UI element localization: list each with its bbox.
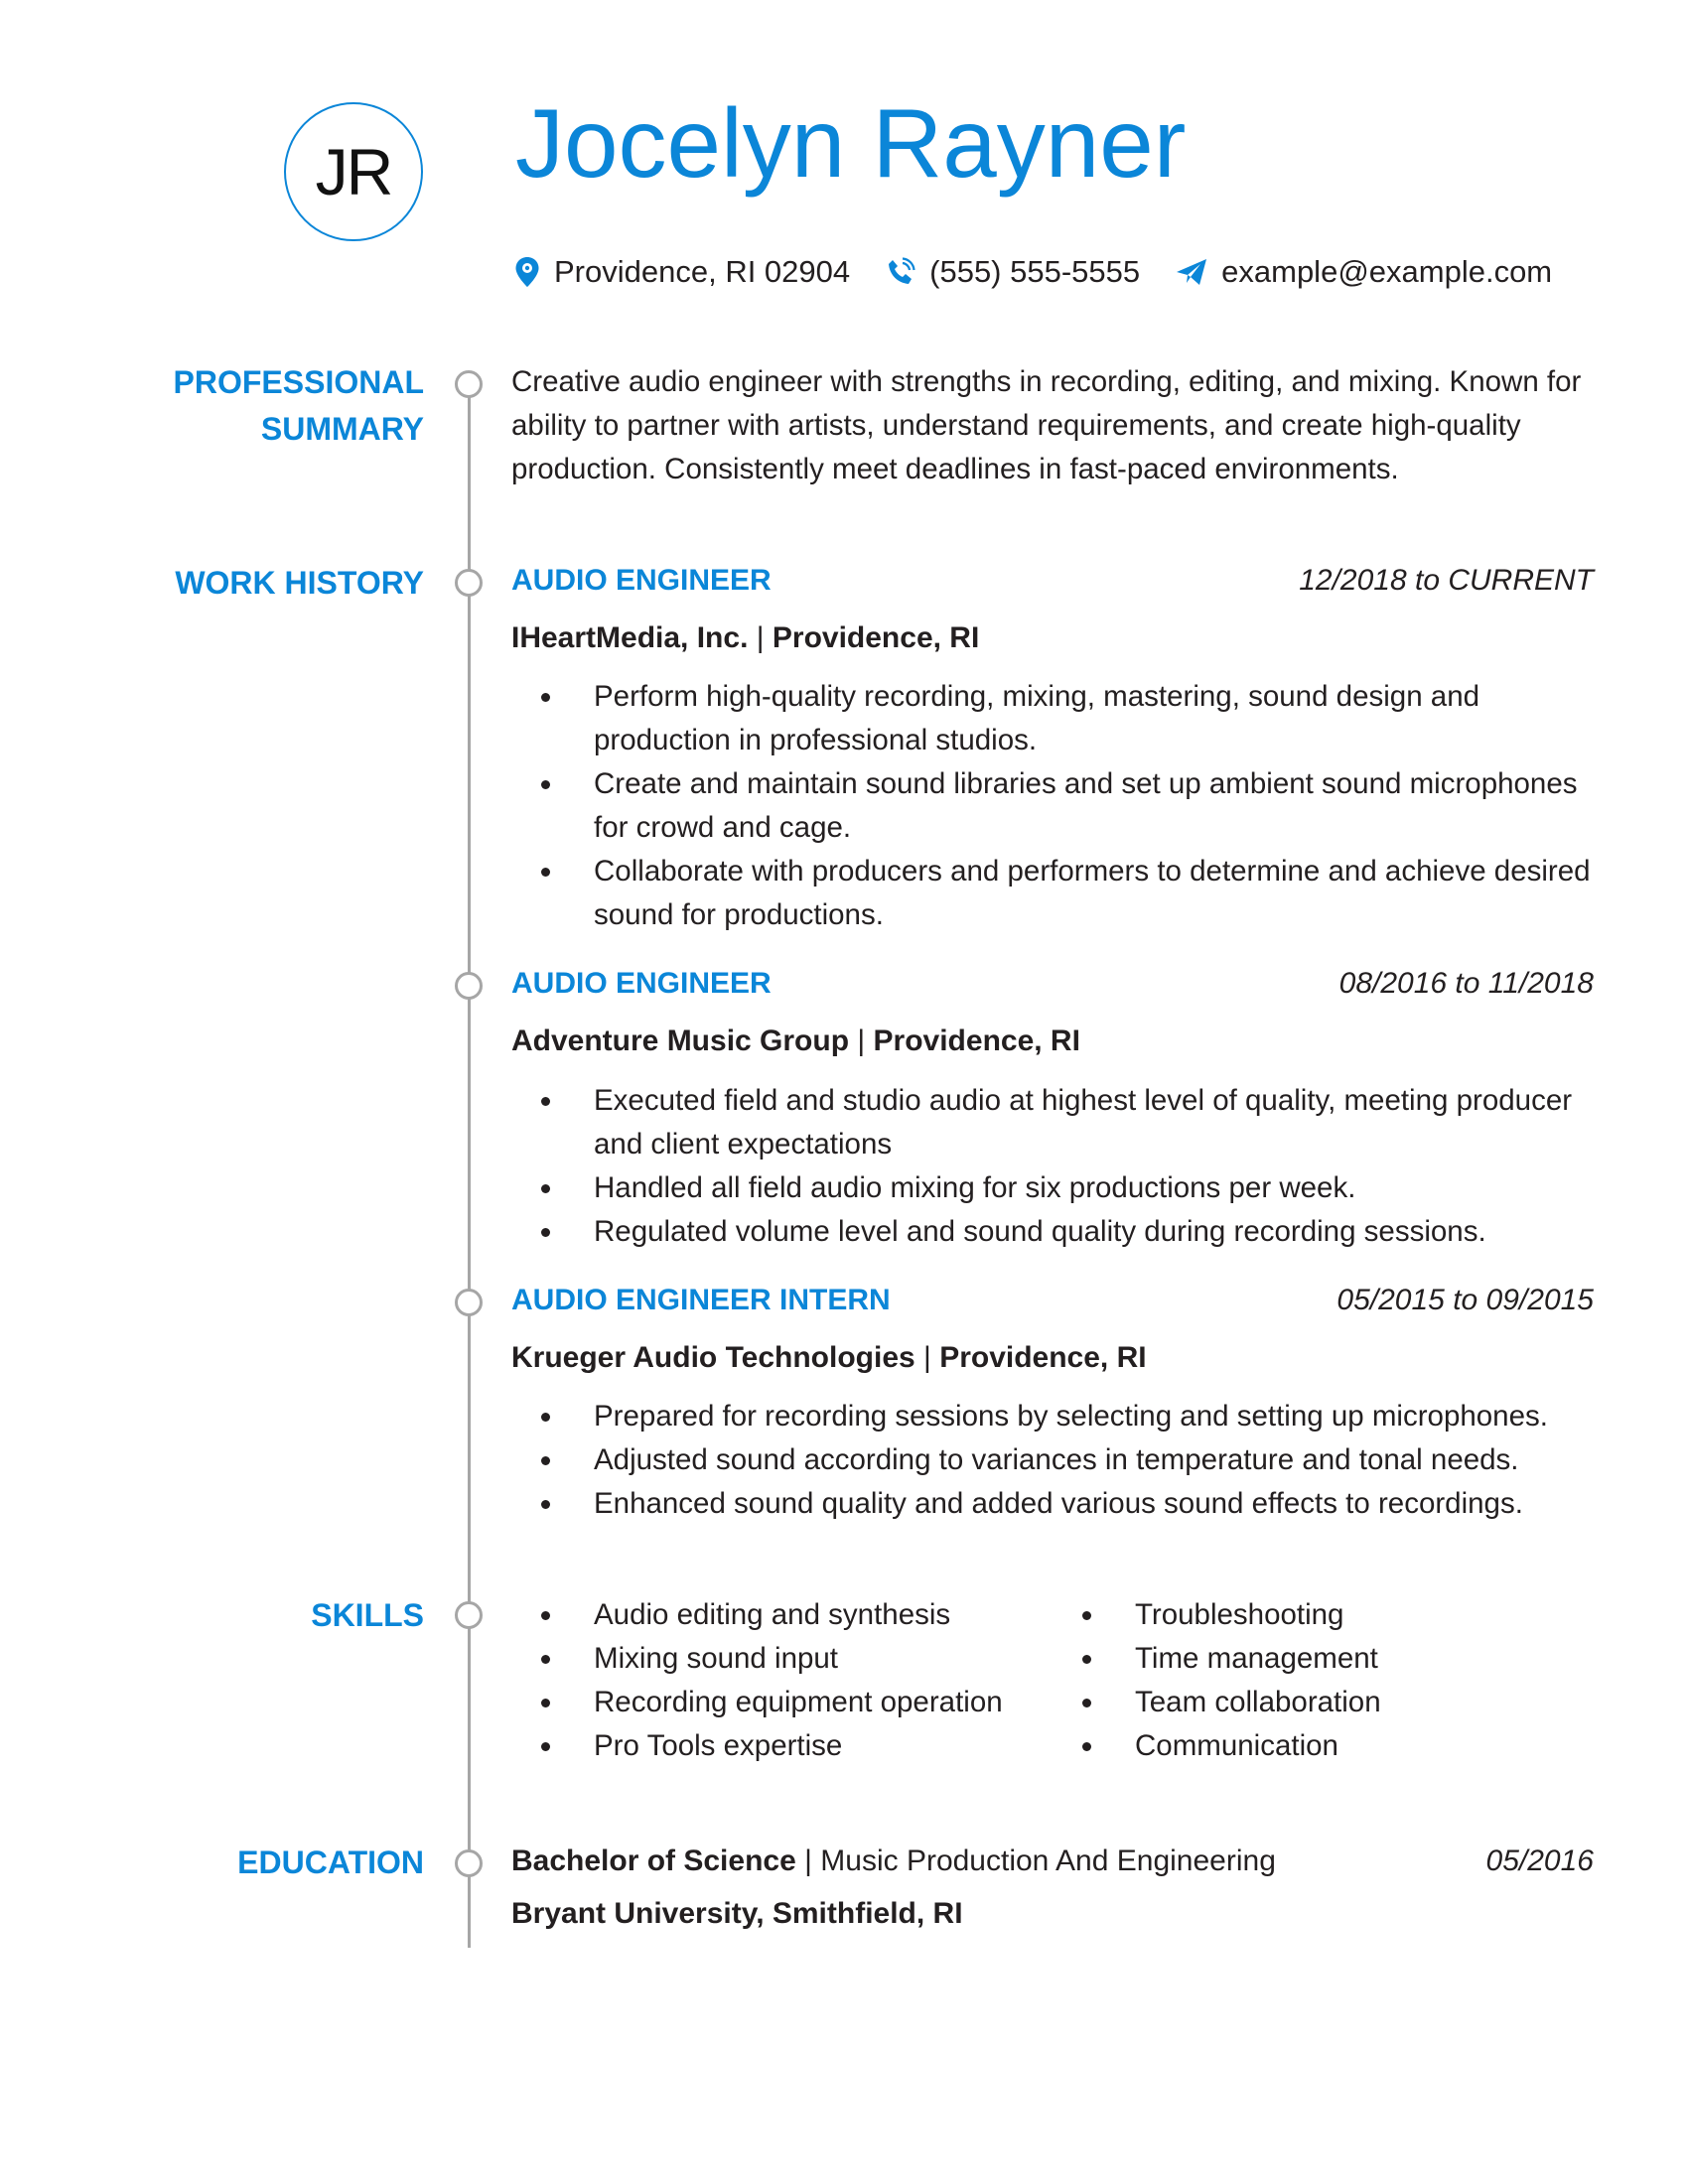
company-name: Adventure Music Group (511, 1024, 850, 1057)
separator: | (756, 621, 765, 654)
job-title: AUDIO ENGINEER (511, 564, 772, 597)
company-location: Providence, RI (939, 1341, 1147, 1374)
monogram-circle (284, 102, 423, 241)
location-pin-icon (514, 256, 540, 288)
summary-title-line1: PROFESSIONAL (173, 364, 424, 400)
timeline-line (468, 389, 471, 1948)
section-title-education: EDUCATION (237, 1844, 424, 1880)
list-item: Executed field and studio audio at highest level of quality, meeting producer and client expectations (511, 1079, 1614, 1166)
separator: | (804, 1844, 812, 1877)
contact-location (514, 254, 850, 290)
skills-list-right (1053, 1593, 1589, 1768)
skill-item: Audio editing and synthesis (511, 1593, 1048, 1637)
list-item: Regulated volume level and sound quality during recording sessions. (511, 1210, 1614, 1254)
skill-item: Team collaboration (1053, 1681, 1589, 1724)
section-title-summary (174, 359, 424, 453)
job-company-line (511, 1024, 1080, 1058)
list-item: Create and maintain sound libraries and set up ambient sound microphones for crowd and cage. (511, 762, 1614, 850)
education-date: 05/2016 (1485, 1844, 1594, 1877)
email-text[interactable]: example@example.com (1221, 254, 1553, 289)
section-title-work-history: WORK HISTORY (175, 565, 424, 601)
job-bullets (511, 675, 1614, 937)
skills-list-left (511, 1593, 1048, 1768)
initials: JR (315, 135, 392, 208)
timeline-node-job-1 (455, 569, 483, 597)
job-date: 05/2015 to 09/2015 (1336, 1284, 1594, 1316)
section-title-skills: SKILLS (311, 1597, 424, 1633)
candidate-name: Jocelyn Rayner (515, 88, 1187, 198)
list-item: Adjusted sound according to variances in temperature and tonal needs. (511, 1438, 1614, 1482)
field-of-study: Music Production And Engineering (820, 1844, 1276, 1877)
timeline-node-job-2 (455, 972, 483, 1000)
separator: | (923, 1341, 931, 1374)
company-name: IHeartMedia, Inc. (511, 621, 749, 654)
school-name: Bryant University, Smithfield, RI (511, 1897, 963, 1930)
list-item: Handled all field audio mixing for six productions per week. (511, 1166, 1614, 1210)
timeline-node-summary (455, 370, 483, 398)
separator: | (857, 1024, 866, 1057)
list-item: Prepared for recording sessions by selecting and setting up microphones. (511, 1395, 1614, 1438)
contact-phone (886, 254, 1140, 290)
education-degree-line (511, 1844, 1276, 1878)
skill-item: Recording equipment operation (511, 1681, 1048, 1724)
job-company-line (511, 621, 979, 655)
company-location: Providence, RI (873, 1024, 1080, 1057)
location-text: Providence, RI 02904 (554, 254, 851, 289)
job-date: 08/2016 to 11/2018 (1338, 967, 1594, 1000)
company-location: Providence, RI (772, 621, 980, 654)
job-date: 12/2018 to CURRENT (1299, 564, 1594, 597)
skill-item: Pro Tools expertise (511, 1724, 1048, 1768)
skill-item: Time management (1053, 1637, 1589, 1681)
skill-item: Mixing sound input (511, 1637, 1048, 1681)
timeline-node-skills (455, 1601, 483, 1629)
list-item: Enhanced sound quality and added various sound effects to recordings. (511, 1482, 1614, 1526)
job-title: AUDIO ENGINEER INTERN (511, 1284, 891, 1316)
timeline-node-education (455, 1849, 483, 1877)
timeline-node-job-3 (455, 1289, 483, 1316)
company-name: Krueger Audio Technologies (511, 1341, 915, 1374)
degree: Bachelor of Science (511, 1844, 796, 1877)
list-item: Collaborate with producers and performers to determine and achieve desired sound for productions. (511, 850, 1614, 937)
contact-email (1176, 254, 1552, 290)
summary-text: Creative audio engineer with strengths in recording, editing, and mixing. Known for ability to partner with artists, understand requirements, and create high-quality production. Consistently meet deadlines in fast-paced environments. (511, 365, 1582, 485)
phone-icon (886, 257, 915, 287)
job-bullets (511, 1395, 1614, 1526)
send-plane-icon (1176, 257, 1207, 287)
list-item: Perform high-quality recording, mixing, mastering, sound design and production in professional studios. (511, 675, 1614, 762)
job-company-line (511, 1341, 1147, 1375)
contact-bar (514, 252, 1588, 292)
education-school (511, 1897, 963, 1931)
skill-item: Troubleshooting (1053, 1593, 1589, 1637)
skill-item: Communication (1053, 1724, 1589, 1768)
summary-title-line2: SUMMARY (260, 411, 424, 447)
phone-text: (555) 555-5555 (929, 254, 1141, 289)
job-title: AUDIO ENGINEER (511, 967, 772, 1000)
job-bullets (511, 1079, 1614, 1254)
